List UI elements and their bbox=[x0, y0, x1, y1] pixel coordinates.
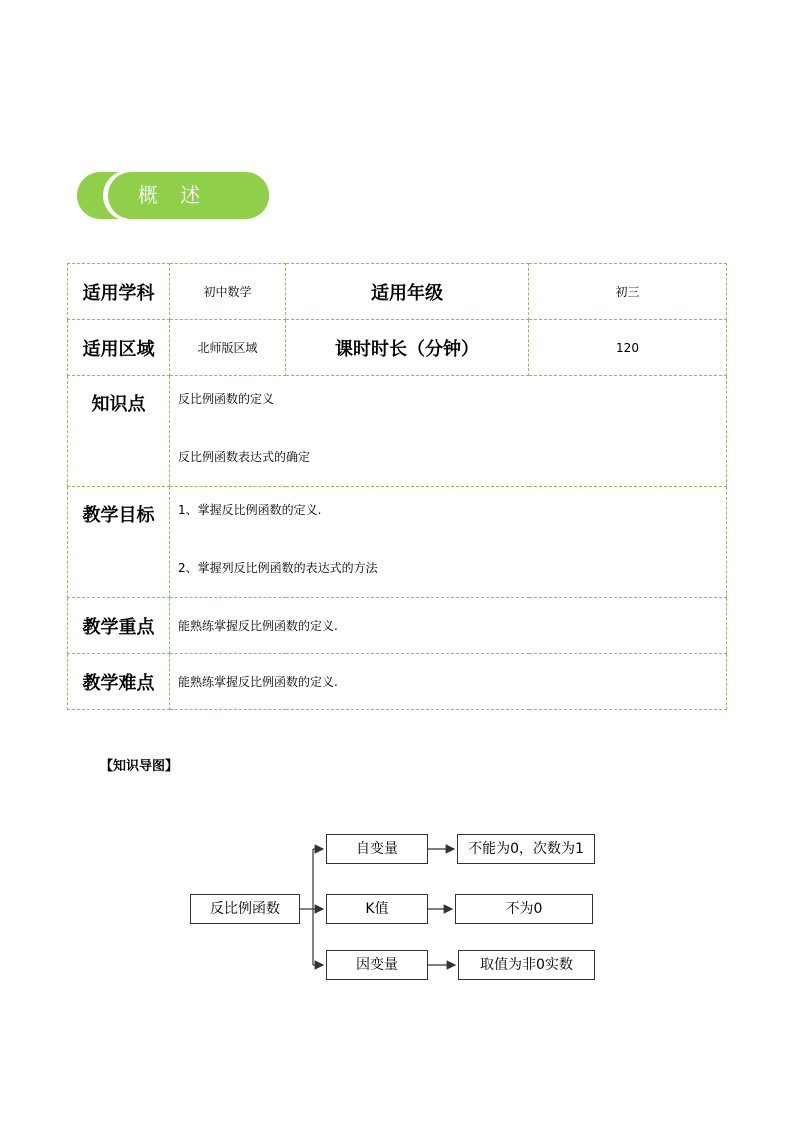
mindmap-branch-node: K值 bbox=[326, 894, 428, 924]
grade-value: 初三 bbox=[529, 264, 727, 320]
subject-value: 初中数学 bbox=[170, 264, 286, 320]
goal-item: 1、掌握反比例函数的定义. bbox=[178, 503, 322, 517]
section-title: 概 述 bbox=[137, 183, 209, 207]
mindmap-title: 【知识导图】 bbox=[100, 759, 179, 774]
difficulty-label: 教学难点 bbox=[68, 654, 170, 710]
mindmap-result-node: 不能为0，次数为1 bbox=[457, 834, 595, 864]
focus-value: 能熟练掌握反比例函数的定义. bbox=[170, 598, 727, 654]
knowledge-label: 知识点 bbox=[68, 376, 170, 487]
goal-item: 2、掌握列反比例函数的表达式的方法 bbox=[178, 561, 378, 575]
goals-label: 教学目标 bbox=[68, 487, 170, 598]
focus-label: 教学重点 bbox=[68, 598, 170, 654]
duration-value: 120 bbox=[529, 320, 727, 376]
mindmap-root-node: 反比例函数 bbox=[190, 894, 300, 924]
mindmap-result-node: 取值为非0实数 bbox=[458, 950, 595, 980]
grade-label: 适用年级 bbox=[286, 264, 529, 320]
knowledge-item: 反比例函数表达式的确定 bbox=[178, 450, 311, 464]
knowledge-item: 反比例函数的定义 bbox=[178, 392, 275, 406]
difficulty-value: 能熟练掌握反比例函数的定义. bbox=[170, 654, 727, 710]
mindmap-result-node: 不为0 bbox=[455, 894, 593, 924]
region-value: 北师版区域 bbox=[170, 320, 286, 376]
mindmap-branch-node: 因变量 bbox=[326, 950, 428, 980]
region-label: 适用区域 bbox=[68, 320, 170, 376]
subject-label: 适用学科 bbox=[68, 264, 170, 320]
mindmap-branch-node: 自变量 bbox=[326, 834, 428, 864]
duration-label: 课时时长（分钟） bbox=[286, 320, 529, 376]
